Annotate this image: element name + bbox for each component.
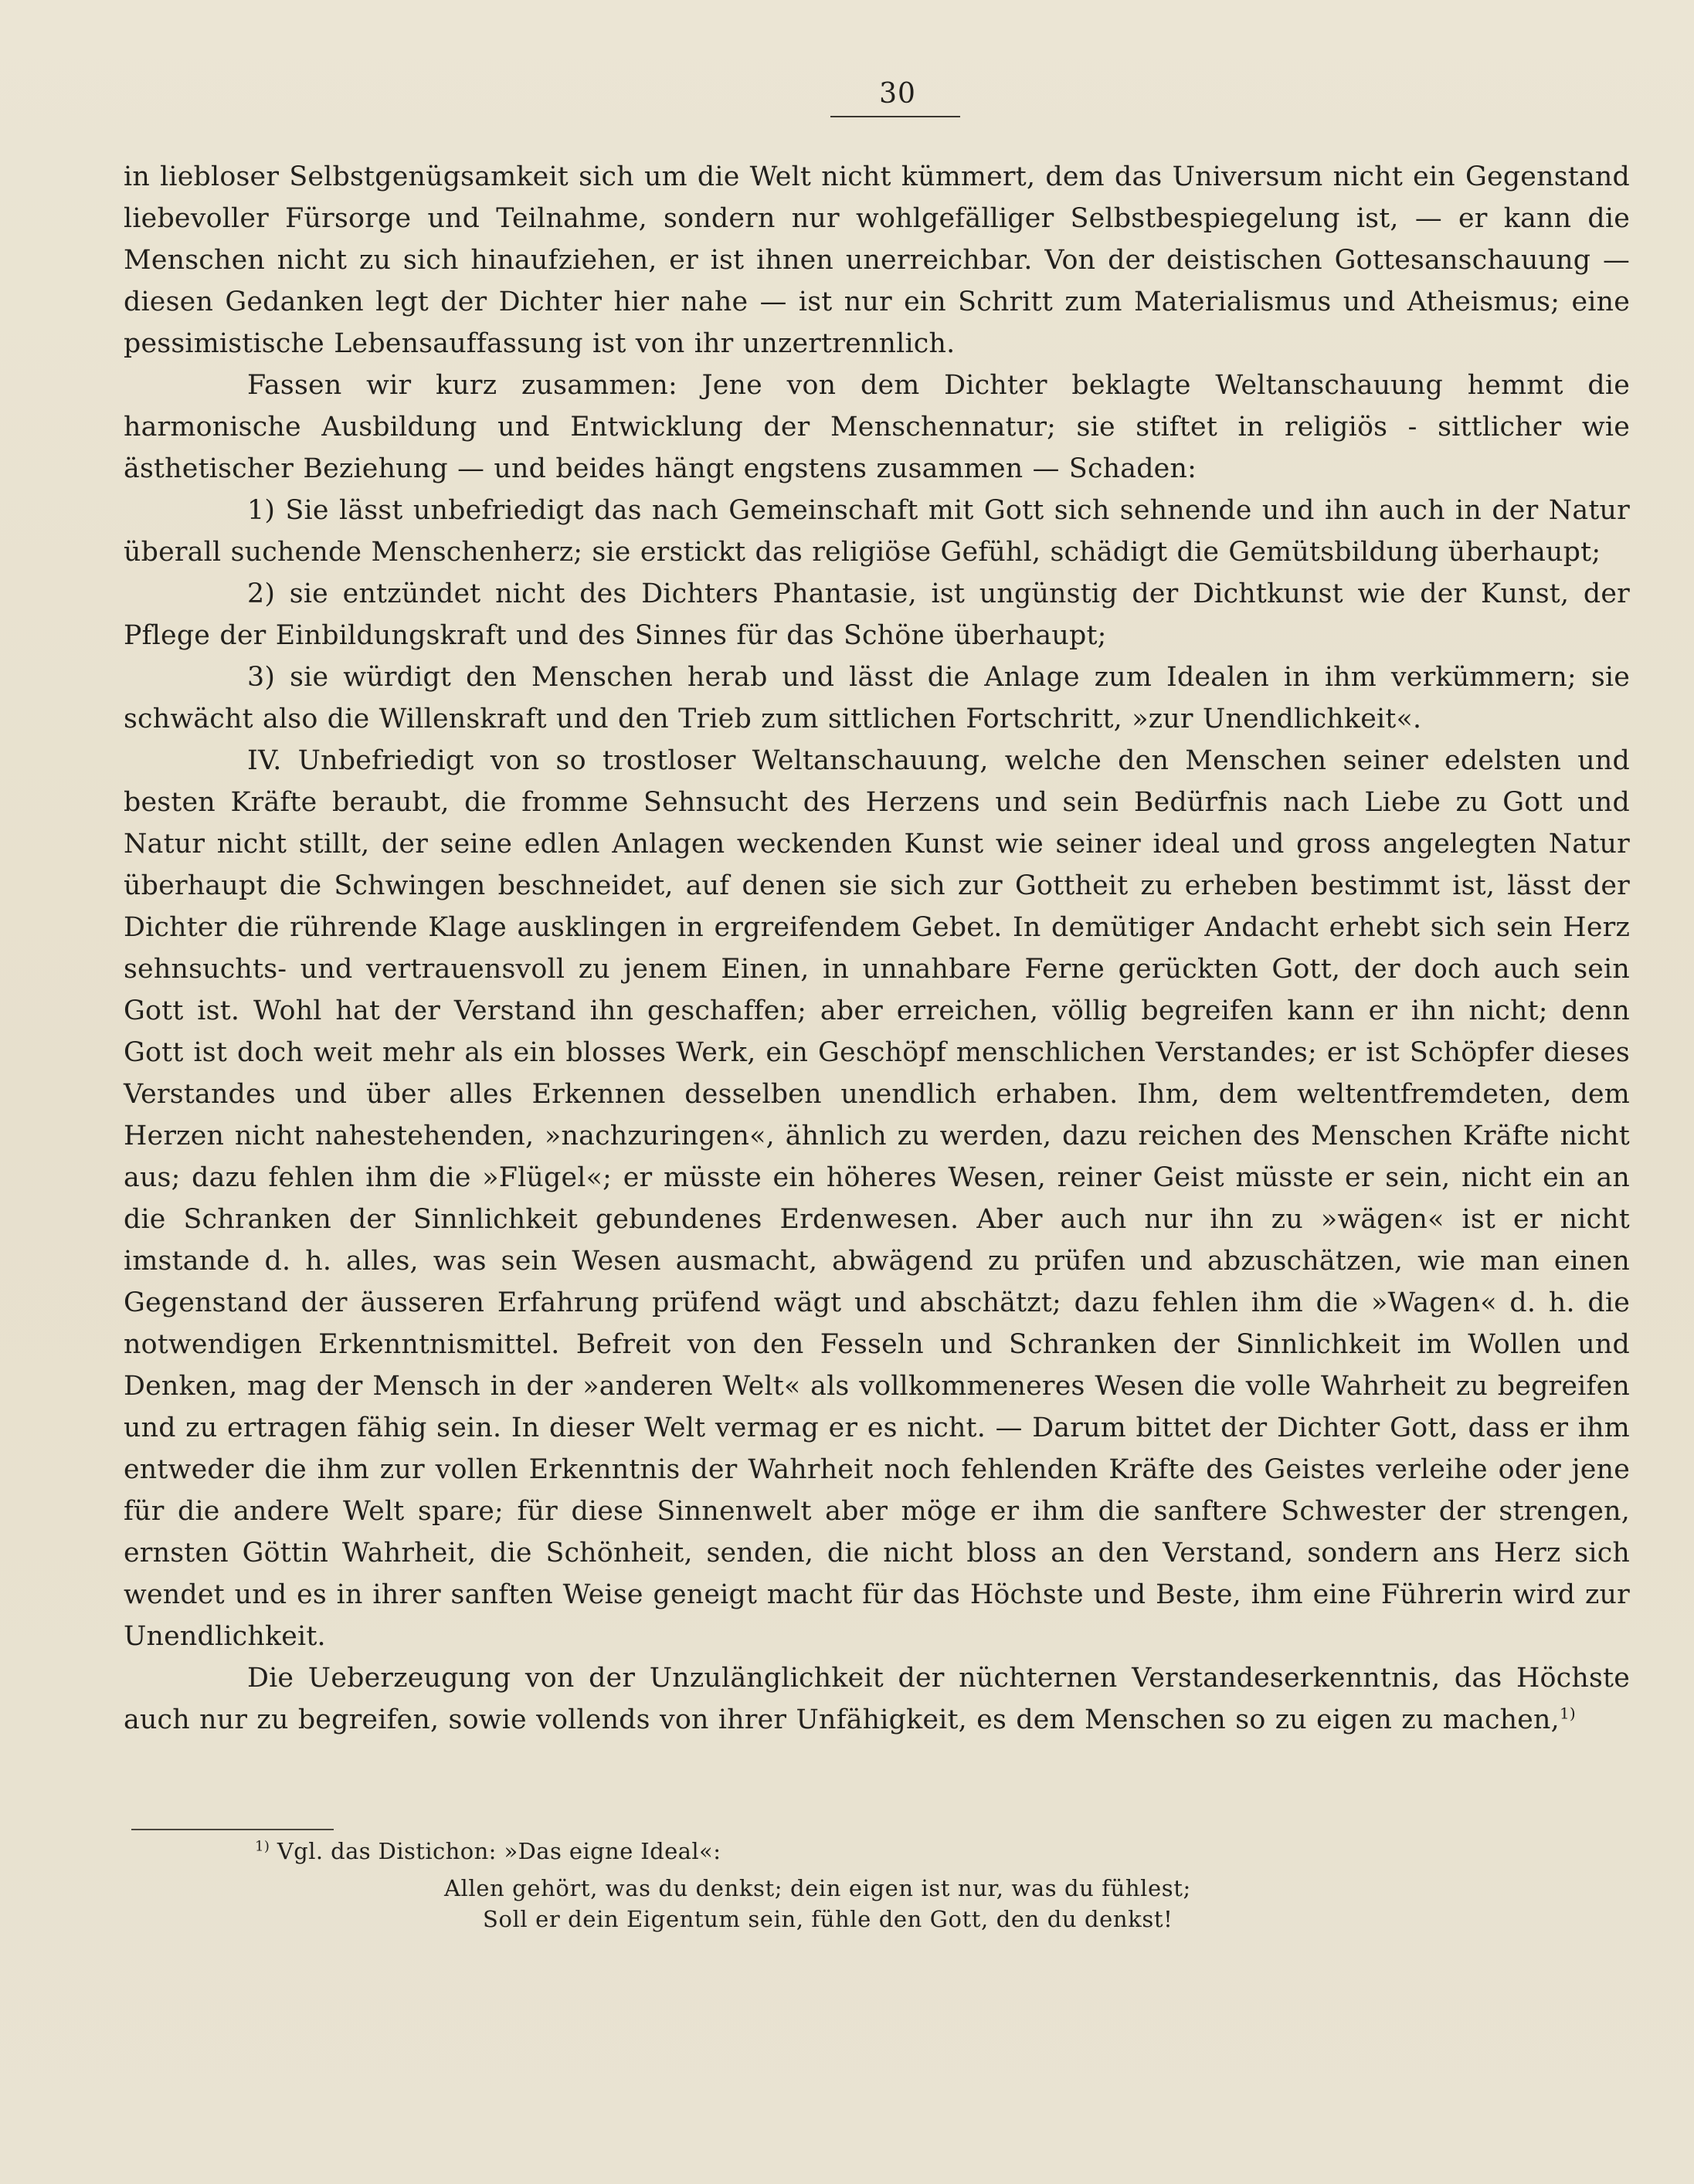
footnote-text: Vgl. das Distichon: »Das eigne Ideal«: bbox=[277, 1838, 721, 1864]
footnote-verse-line-1: Allen gehört, was du denkst; dein eigen ist nur, was du fühlest; bbox=[444, 1875, 1191, 1901]
paragraph-continued: in liebloser Selbstgenügsamkeit sich um die Welt nicht kümmert, dem das Universum nicht ein Gegenstand liebevoller Fürsorge und Teilnahme, sondern nur wohlgefälliger Selbstbespiegelung ist, — er kann die Menschen nicht zu sich hinaufziehen, er ist ihnen unerreichbar. Von der deistischen Gottesanschauung — diesen Gedanken legt der Dichter hier nahe — ist nur ein Schritt zum Materialismus und Atheismus; eine pessimistische Lebensauffassung ist von ihr unzertrennlich. bbox=[124, 161, 1630, 359]
footnote-marker: 1) bbox=[255, 1838, 270, 1855]
paragraph-section-iv: IV. Unbefriedigt von so trostloser Weltanschauung, welche den Menschen seiner edelsten und besten Kräfte beraubt, die fromme Sehnsucht des Herzens und sein Bedürfnis nach Liebe zu Gott und Natur nicht stillt, der seine edlen Anlagen weckenden Kunst wie seiner ideal und gross angelegten Natur überhaupt die Schwingen beschneidet, auf denen sie sich zur Gottheit zu erheben bestimmt ist, lässt der Dichter die rührende Klage ausklingen in ergreifendem Gebet. In demütiger Andacht erhebt sich sein Herz sehnsuchts- und vertrauensvoll zu jenem Einen, in unnahbare Ferne gerückten Gott, der doch auch sein Gott ist. Wohl hat der Verstand ihn geschaffen; aber erreichen, völlig begreifen kann er ihn nicht; denn Gott ist doch weit mehr als ein blosses Werk, ein Geschöpf menschlichen Verstandes; er ist Schöpfer dieses Verstandes und über alles Erkennen desselben unendlich erhaben. Ihm, dem weltentfremdeten, dem Herzen nicht nahestehenden, »nachzuringen«, ähnlich zu werden, dazu reichen des Menschen Kräfte nicht aus; dazu fehlen ihm die »Flügel«; er müsste ein höheres Wesen, reiner Geist müsste er sein, nicht ein an die Schranken der Sinnlichkeit gebundenes Erdenwesen. Aber auch nur ihn zu »wägen« ist er nicht imstande d. h. alles, was sein Wesen ausmacht, abwägend zu prüfen und abzuschätzen, wie man einen Gegenstand der äusseren Erfahrung prüfend wägt und abschätzt; dazu fehlen ihm die »Wagen« d. h. die notwendigen Erkenntnismittel. Befreit von den Fesseln und Schranken der Sinnlichkeit im Wollen und Denken, mag der Mensch in der »anderen Welt« als vollkommeneres Wesen die volle Wahrheit zu begreifen und zu ertragen fähig sein. In dieser Welt vermag er es nicht. — Darum bittet der Dichter Gott, dass er ihm entweder die ihm zur vollen Erkenntnis der Wahrheit noch fehlenden Kräfte des Geistes verleihe oder jene für die andere Welt spare; für diese Sinnenwelt aber möge er ihm die sanftere Schwester der strengen, ernsten Göttin Wahrheit, die Schönheit, senden, die nicht bloss an den Verstand, sondern ans Herz sich wendet und es in ihrer sanften Weise geneigt macht für das Höchste und Beste, ihm eine Führerin wird zur Unendlichkeit. bbox=[124, 745, 1630, 1652]
page-number-rule bbox=[830, 116, 960, 117]
footnote-reference: 1) bbox=[1559, 1704, 1576, 1723]
footnote-rule bbox=[131, 1829, 334, 1830]
footnote-verse-line-2: Soll er dein Eigentum sein, fühle den Gott, den du denkst! bbox=[483, 1906, 1173, 1932]
paragraph-point-3: 3) sie würdigt den Menschen herab und lässt die Anlage zum Idealen in ihm verkümmern; sie schwächt also die Willenskraft und den Trieb zum sittlichen Fortschritt, »zur Unendlichkeit«. bbox=[124, 662, 1630, 734]
body-text bbox=[124, 156, 1630, 1741]
page-number: 30 bbox=[879, 78, 916, 110]
paragraph-point-1: 1) Sie lässt unbefriedigt das nach Gemeinschaft mit Gott sich sehnende und ihn auch in der Natur überall suchende Menschenherz; sie erstickt das religiöse Gefühl, schädigt die Gemütsbildung überhaupt; bbox=[124, 495, 1630, 568]
paragraph-point-2: 2) sie entzündet nicht des Dichters Phantasie, ist ungünstig der Dichtkunst wie der Kunst, der Pflege der Einbildungskraft und des Sinnes für das Schöne überhaupt; bbox=[124, 578, 1630, 651]
footnote bbox=[255, 1835, 1414, 1867]
paragraph-conviction bbox=[124, 1657, 1630, 1741]
paragraph-summary: Fassen wir kurz zusammen: Jene von dem Dichter beklagte Weltanschauung hemmt die harmonische Ausbildung und Entwicklung der Menschennatur; sie stiftet in religiös - sittlicher wie ästhetischer Beziehung — und beides hängt engstens zusammen — Schaden: bbox=[124, 370, 1630, 484]
paragraph-conviction-text: Die Ueberzeugung von der Unzulänglichkeit der nüchternen Verstandeserkenntnis, das Höchste auch nur zu begreifen, sowie vollends von ihrer Unfähigkeit, es dem Menschen so zu eigen zu machen, bbox=[124, 1663, 1630, 1735]
